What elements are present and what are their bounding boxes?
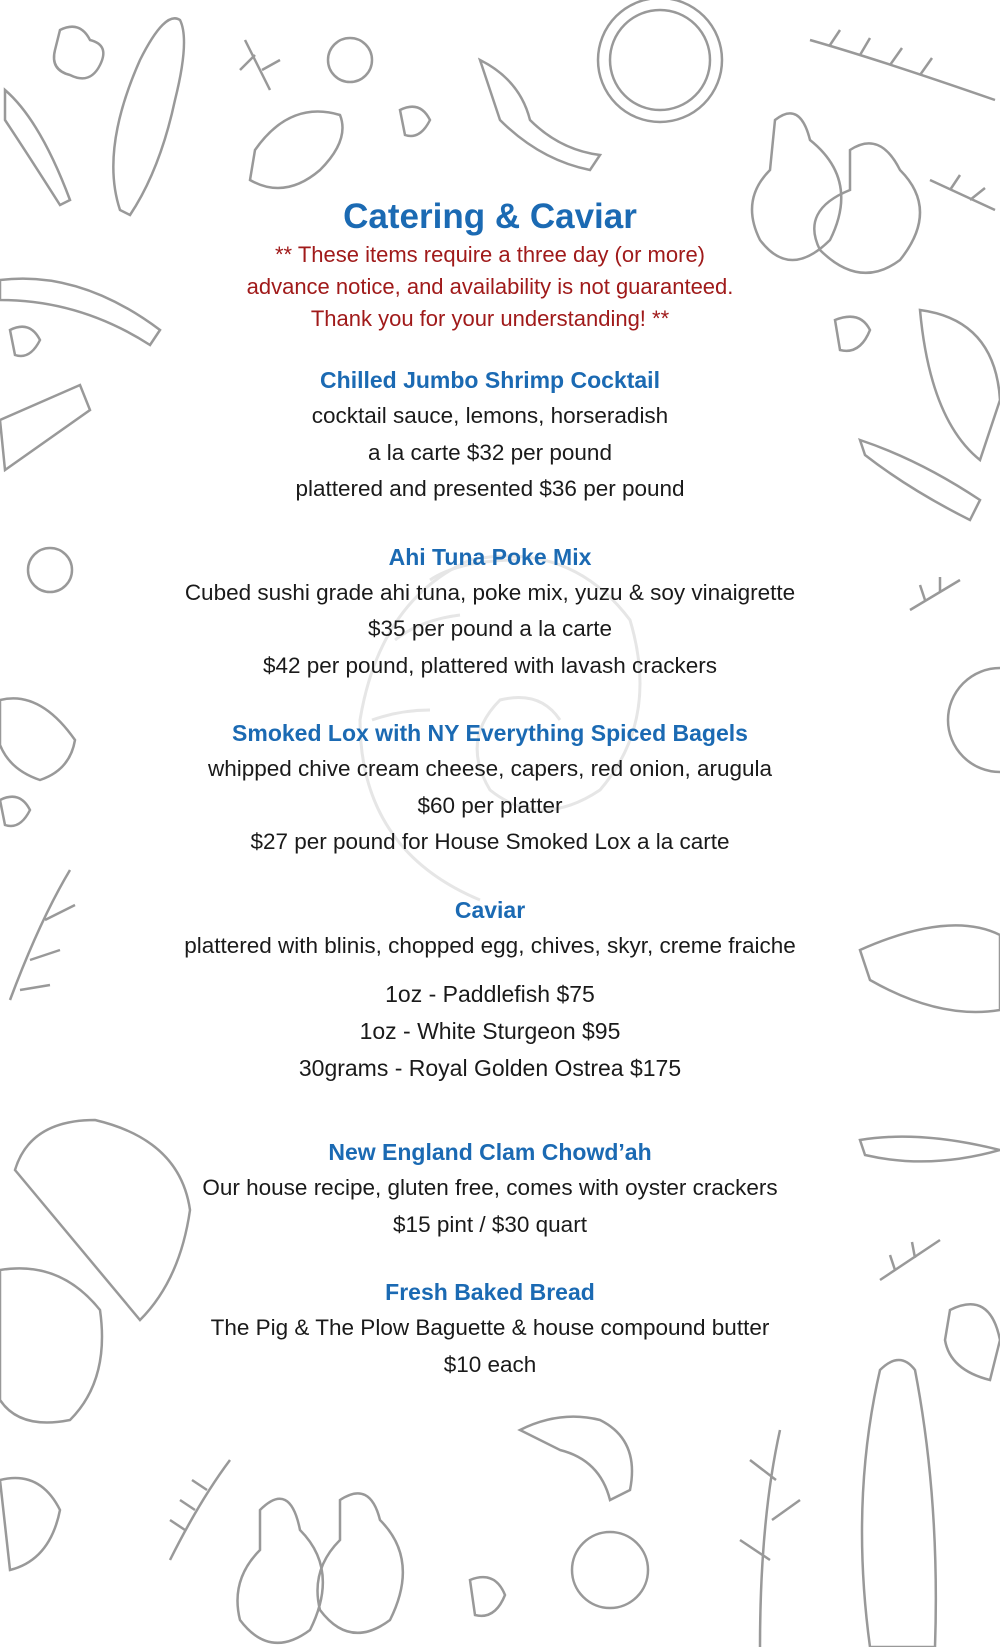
herb-sprig-icon [740, 1430, 800, 1647]
advance-notice [0, 239, 980, 335]
section-title: Caviar [454, 896, 526, 923]
menu-section-lox [0, 715, 980, 861]
parsley-icon [470, 1577, 505, 1616]
notice-line: advance notice, and availability is not guaranteed. [246, 274, 734, 299]
pea-pod-icon [480, 60, 600, 170]
item-line: $60 per platter [417, 792, 563, 818]
page-title: Catering & Caviar [343, 197, 637, 236]
item-line: cocktail sauce, lemons, horseradish [311, 403, 669, 428]
section-title: Smoked Lox with NY Everything Spiced Bagels [232, 720, 748, 746]
lemon-slice-icon [598, 0, 722, 122]
item-line: $10 each [443, 1351, 537, 1377]
menu-section-caviar [0, 892, 980, 1088]
item-line: a la carte $32 per pound [368, 439, 612, 465]
caviar-option: 1oz - White Sturgeon $95 [359, 1018, 621, 1044]
item-line: whipped chive cream cheese, capers, red onion, arugula [207, 756, 773, 781]
item-line: Our house recipe, gluten free, comes with oyster crackers [202, 1175, 778, 1200]
parsley-icon [400, 107, 430, 136]
item-line: $35 per pound a la carte [368, 616, 612, 641]
menu-content [0, 195, 980, 1383]
caviar-option: 30grams - Royal Golden Ostrea $175 [298, 1055, 682, 1081]
menu-section-bread [0, 1274, 980, 1383]
section-title: Ahi Tuna Poke Mix [388, 543, 592, 570]
dill-icon [240, 40, 280, 90]
menu-section-shrimp [0, 362, 980, 508]
pear-icon [318, 1493, 403, 1633]
item-line: $15 pint / $30 quart [393, 1211, 587, 1237]
item-line: $42 per pound, plattered with lavash crackers [262, 652, 717, 678]
garlic-icon [250, 112, 343, 188]
item-line: The Pig & The Plow Baguette & house compound butter [210, 1315, 770, 1340]
menu-section-chowder [0, 1134, 980, 1243]
onion-icon [328, 38, 372, 82]
caviar-options [0, 976, 980, 1087]
menu-section-poke [0, 539, 980, 685]
item-line: plattered with blinis, chopped egg, chives, skyr, creme fraiche [184, 932, 796, 958]
notice-line: Thank you for your understanding! ** [310, 306, 670, 331]
item-line: Cubed sushi grade ahi tuna, poke mix, yuzu & soy vinaigrette [184, 579, 796, 605]
parsley-icon [54, 27, 103, 79]
section-title: Chilled Jumbo Shrimp Cocktail [320, 367, 660, 393]
item-line: plattered and presented $36 per pound [295, 476, 685, 501]
wheat-icon [170, 1460, 230, 1560]
caviar-option: 1oz - Paddlefish $75 [385, 981, 595, 1007]
zucchini-icon [862, 1360, 936, 1647]
pear-icon [238, 1499, 323, 1643]
notice-line: ** These items require a three day (or more) [275, 242, 705, 267]
onion-icon [572, 1532, 648, 1608]
section-title: Fresh Baked Bread [385, 1279, 595, 1305]
carrot-icon [5, 90, 70, 205]
zucchini-icon [113, 18, 184, 215]
section-title: New England Clam Chowd’ah [328, 1139, 652, 1165]
cheese-icon [0, 1478, 60, 1570]
rosemary-icon [810, 30, 995, 100]
item-line: $27 per pound for House Smoked Lox a la carte [250, 829, 730, 854]
pea-pod-icon [520, 1417, 632, 1500]
